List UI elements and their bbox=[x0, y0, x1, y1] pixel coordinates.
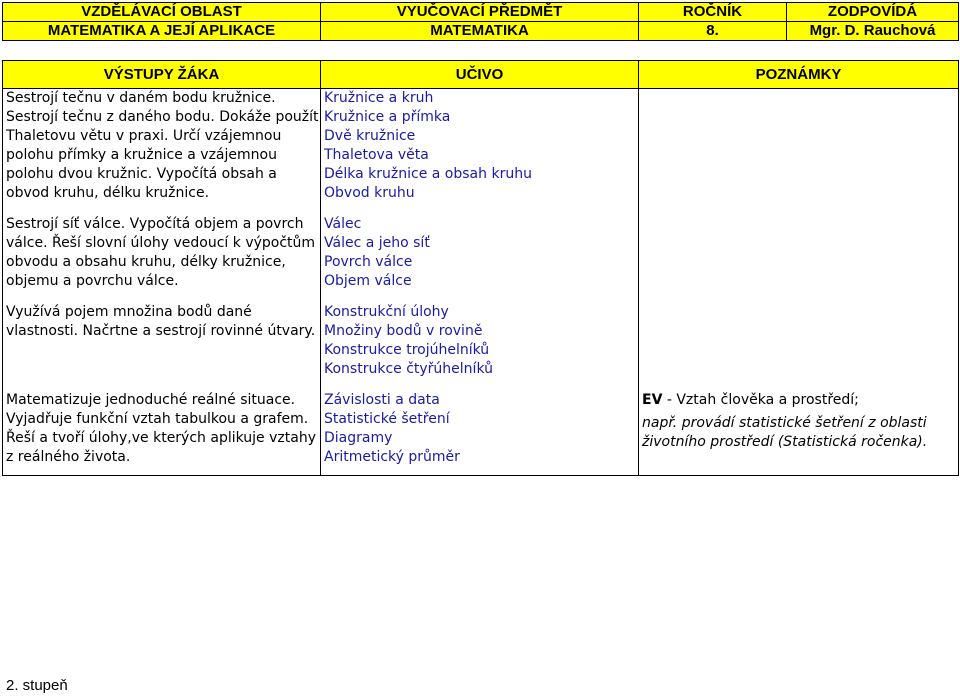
topic-line: Kružnice a kruh bbox=[324, 90, 434, 106]
output-line: vlastnosti. Načrtne a sestrojí rovinné útvary. bbox=[6, 323, 316, 339]
column-header-topics: UČIVO bbox=[321, 61, 639, 89]
note-heading bbox=[642, 391, 955, 410]
topic-line: Válec bbox=[324, 216, 362, 232]
column-header-row bbox=[3, 61, 959, 89]
column-header-notes: POZNÁMKY bbox=[639, 61, 959, 89]
topic-line: Konstrukční úlohy bbox=[324, 304, 449, 320]
header-label-area: VZDĚLÁVACÍ OBLAST bbox=[3, 3, 321, 22]
topic-line: Množiny bodů v rovině bbox=[324, 323, 483, 339]
topic-line: Obvod kruhu bbox=[324, 185, 415, 201]
topic-line: Povrch válce bbox=[324, 254, 413, 270]
header-table bbox=[2, 2, 959, 41]
topic-line: Statistické šetření bbox=[324, 411, 450, 427]
topic-line: Thaletova věta bbox=[324, 147, 429, 163]
curriculum-table bbox=[2, 60, 959, 476]
output-line: Matematizuje jednoduché reálné situace. bbox=[6, 392, 296, 408]
header-labels-row bbox=[3, 3, 959, 22]
header-value-area: MATEMATIKA A JEJÍ APLIKACE bbox=[3, 22, 321, 41]
output-line: válce. Řeší slovní úlohy vedoucí k výpočtům bbox=[6, 235, 316, 251]
note-abbreviation: EV bbox=[642, 392, 663, 408]
notes-cell bbox=[639, 215, 959, 291]
note-text: např. provádí statistické šetření z oblasti životního prostředí (Statistická ročenka). bbox=[642, 415, 928, 450]
header-values-row bbox=[3, 22, 959, 41]
output-line: objemu a povrchu válce. bbox=[6, 273, 179, 289]
output-line: Sestrojí tečnu v daném bodu kružnice. bbox=[6, 90, 276, 106]
header-value-subject: MATEMATIKA bbox=[321, 22, 639, 41]
output-line: Sestrojí síť válce. Vypočítá objem a povrch bbox=[6, 216, 304, 232]
output-line: Vyjadřuje funkční vztah tabulkou a grafem. bbox=[6, 411, 309, 427]
output-line: z reálného života. bbox=[6, 449, 131, 465]
output-line: obvod kruhu, délku kružnice. bbox=[6, 185, 210, 201]
notes-cell bbox=[639, 391, 959, 476]
topic-line: Válec a jeho síť bbox=[324, 235, 430, 251]
topic-line: Konstrukce čtyřúhelníků bbox=[324, 361, 493, 377]
outputs-cell bbox=[3, 89, 321, 204]
output-line: Využívá pojem množina bodů dané bbox=[6, 304, 252, 320]
row-spacer bbox=[3, 203, 959, 215]
row-spacer bbox=[3, 291, 959, 303]
topic-line: Diagramy bbox=[324, 430, 393, 446]
topic-line: Závislosti a data bbox=[324, 392, 440, 408]
topics-cell bbox=[321, 303, 639, 379]
output-line: polohu dvou kružnic. Vypočítá obsah a bbox=[6, 166, 277, 182]
topic-line: Dvě kružnice bbox=[324, 128, 416, 144]
output-line: obvodu a obsahu kruhu, délky kružnice, bbox=[6, 254, 286, 270]
row-spacer bbox=[3, 379, 959, 391]
header-label-subject: VYUČOVACÍ PŘEDMĚT bbox=[321, 3, 639, 22]
topic-line: Konstrukce trojúhelníků bbox=[324, 342, 490, 358]
header-label-grade: ROČNÍK bbox=[639, 3, 787, 22]
header-label-responsible: ZODPOVÍDÁ bbox=[787, 3, 959, 22]
table-row bbox=[3, 89, 959, 204]
topics-cell bbox=[321, 391, 639, 476]
page-footer-label: 2. stupeň bbox=[6, 677, 68, 694]
topics-cell bbox=[321, 215, 639, 291]
topic-line: Kružnice a přímka bbox=[324, 109, 451, 125]
topics-cell bbox=[321, 89, 639, 204]
column-header-outputs: VÝSTUPY ŽÁKA bbox=[3, 61, 321, 89]
output-line: Thaletovu větu v praxi. Určí vzájemnou bbox=[6, 128, 282, 144]
table-row bbox=[3, 391, 959, 476]
table-row bbox=[3, 215, 959, 291]
header-value-responsible: Mgr. D. Rauchová bbox=[787, 22, 959, 41]
topic-line: Délka kružnice a obsah kruhu bbox=[324, 166, 532, 182]
output-line: Sestrojí tečnu z daného bodu. Dokáže použít bbox=[6, 109, 319, 125]
notes-cell bbox=[639, 89, 959, 204]
outputs-cell bbox=[3, 215, 321, 291]
header-value-grade: 8. bbox=[639, 22, 787, 41]
topic-line: Aritmetický průměr bbox=[324, 449, 460, 465]
note-title: - Vztah člověka a prostředí; bbox=[662, 392, 859, 408]
outputs-cell bbox=[3, 303, 321, 379]
outputs-cell bbox=[3, 391, 321, 476]
output-line: Řeší a tvoří úlohy,ve kterých aplikuje vztahy bbox=[6, 430, 316, 446]
notes-cell bbox=[639, 303, 959, 379]
table-row bbox=[3, 303, 959, 379]
topic-line: Objem válce bbox=[324, 273, 412, 289]
output-line: polohu přímky a kružnice a vzájemnou bbox=[6, 147, 277, 163]
